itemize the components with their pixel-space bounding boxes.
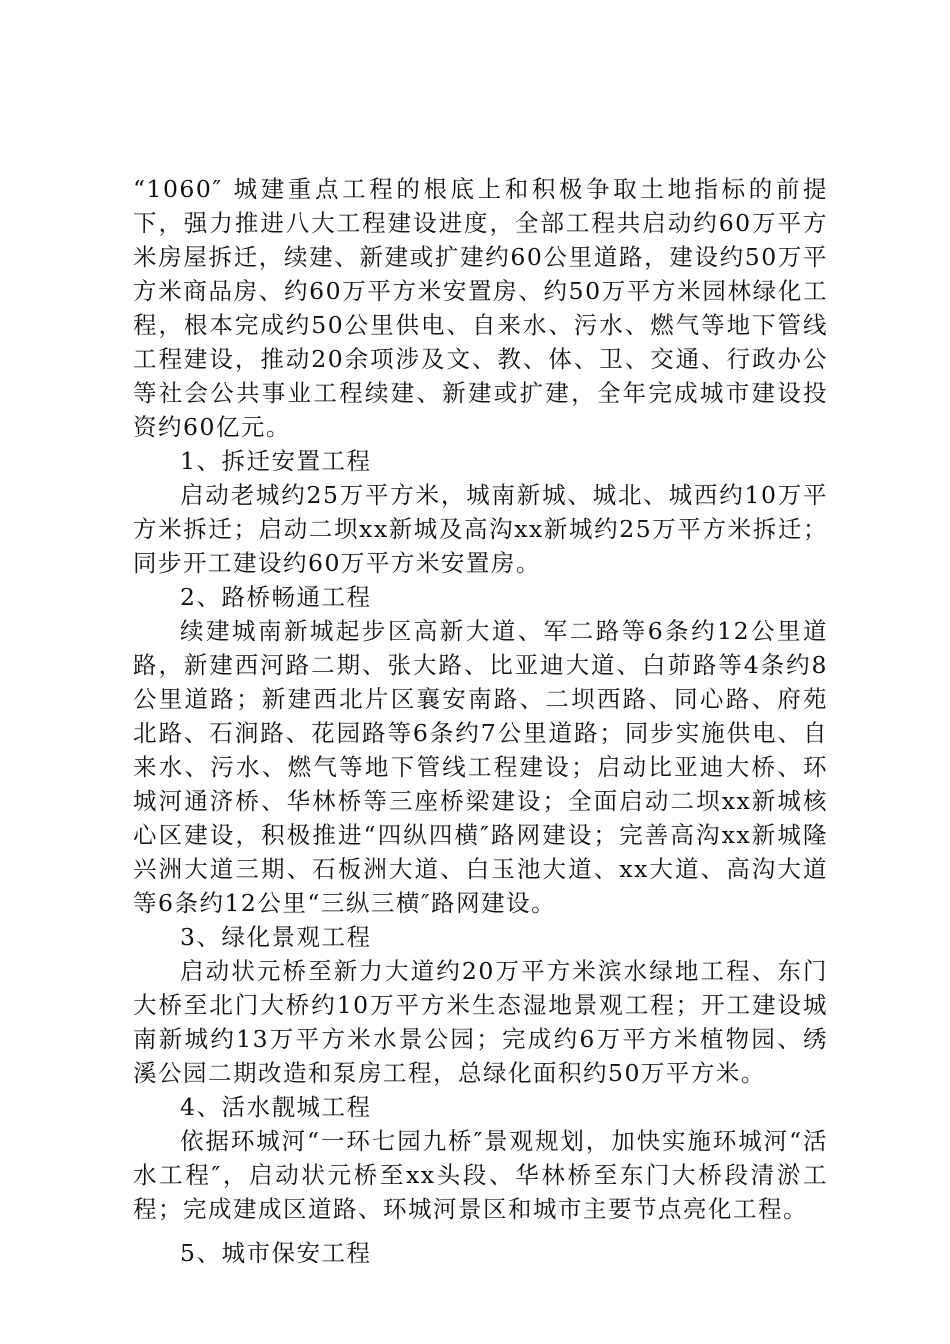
paragraph-greening: 启动状元桥至新力大道约20万平方米滨水绿地工程、东门大桥至北门大桥约10万平方米生态湿地景观工程；开工建设城南新城约13万平方米水景公园；完成约6万平方米植物园、绣溪公园二期改造和泵房工程，总绿化面积约50万平方米。	[133, 957, 828, 1087]
paragraph-roads-bridges: 续建城南新城起步区高新大道、军二路等6条约12公里道路，新建西河路二期、张大路、比亚迪大道、白茆路等4条约8公里道路；新建西北片区襄安南路、二坝西路、同心路、府苑北路、石涧路、花园路等6条约7公里道路；同步实施供电、自来水、污水、燃气等地下管线工程建设；启动比亚迪大桥、环城河通济桥、华林桥等三座桥梁建设；全面启动二坝xx新城核心区建设，积极推进“四纵四横″路网建设；完善高沟xx新城隆兴洲大道三期、石板洲大道、白玉池大道、xx大道、高沟大道等6条约12公里“三纵三横″路网建设。	[133, 617, 828, 917]
paragraph-relocation: 启动老城约25万平方米，城南新城、城北、城西约10万平方米拆迁；启动二坝xx新城及高沟xx新城约25万平方米拆迁；同步开工建设约60万平方米安置房。	[133, 481, 828, 577]
section-heading-greening: 3、绿化景观工程	[180, 923, 372, 951]
document-body	[133, 172, 828, 1270]
paragraph-water: 依据环城河“一环七园九桥″景观规划，加快实施环城河“活水工程″，启动状元桥至xx头段、华林桥至东门大桥段清淤工程；完成建成区道路、环城河景区和城市主要节点亮化工程。	[133, 1127, 828, 1223]
section-heading-water: 4、活水靓城工程	[180, 1093, 372, 1121]
section-heading-roads-bridges: 2、路桥畅通工程	[180, 583, 372, 611]
paragraph-intro: “1060″ 城建重点工程的根底上和积极争取土地指标的前提下，强力推进八大工程建设进度，全部工程共启动约60万平方米房屋拆迁，续建、新建或扩建约60公里道路，建设约50万平方米商品房、约60万平方米安置房、约50万平方米园林绿化工程，根本完成约50公里供电、自来水、污水、燃气等地下管线工程建设，推动20余项涉及文、教、体、卫、交通、行政办公等社会公共事业工程续建、新建或扩建，全年完成城市建设投资约60亿元。	[133, 175, 828, 441]
section-heading-security: 5、城市保安工程	[180, 1239, 372, 1267]
section-heading-relocation: 1、拆迁安置工程	[180, 447, 372, 475]
